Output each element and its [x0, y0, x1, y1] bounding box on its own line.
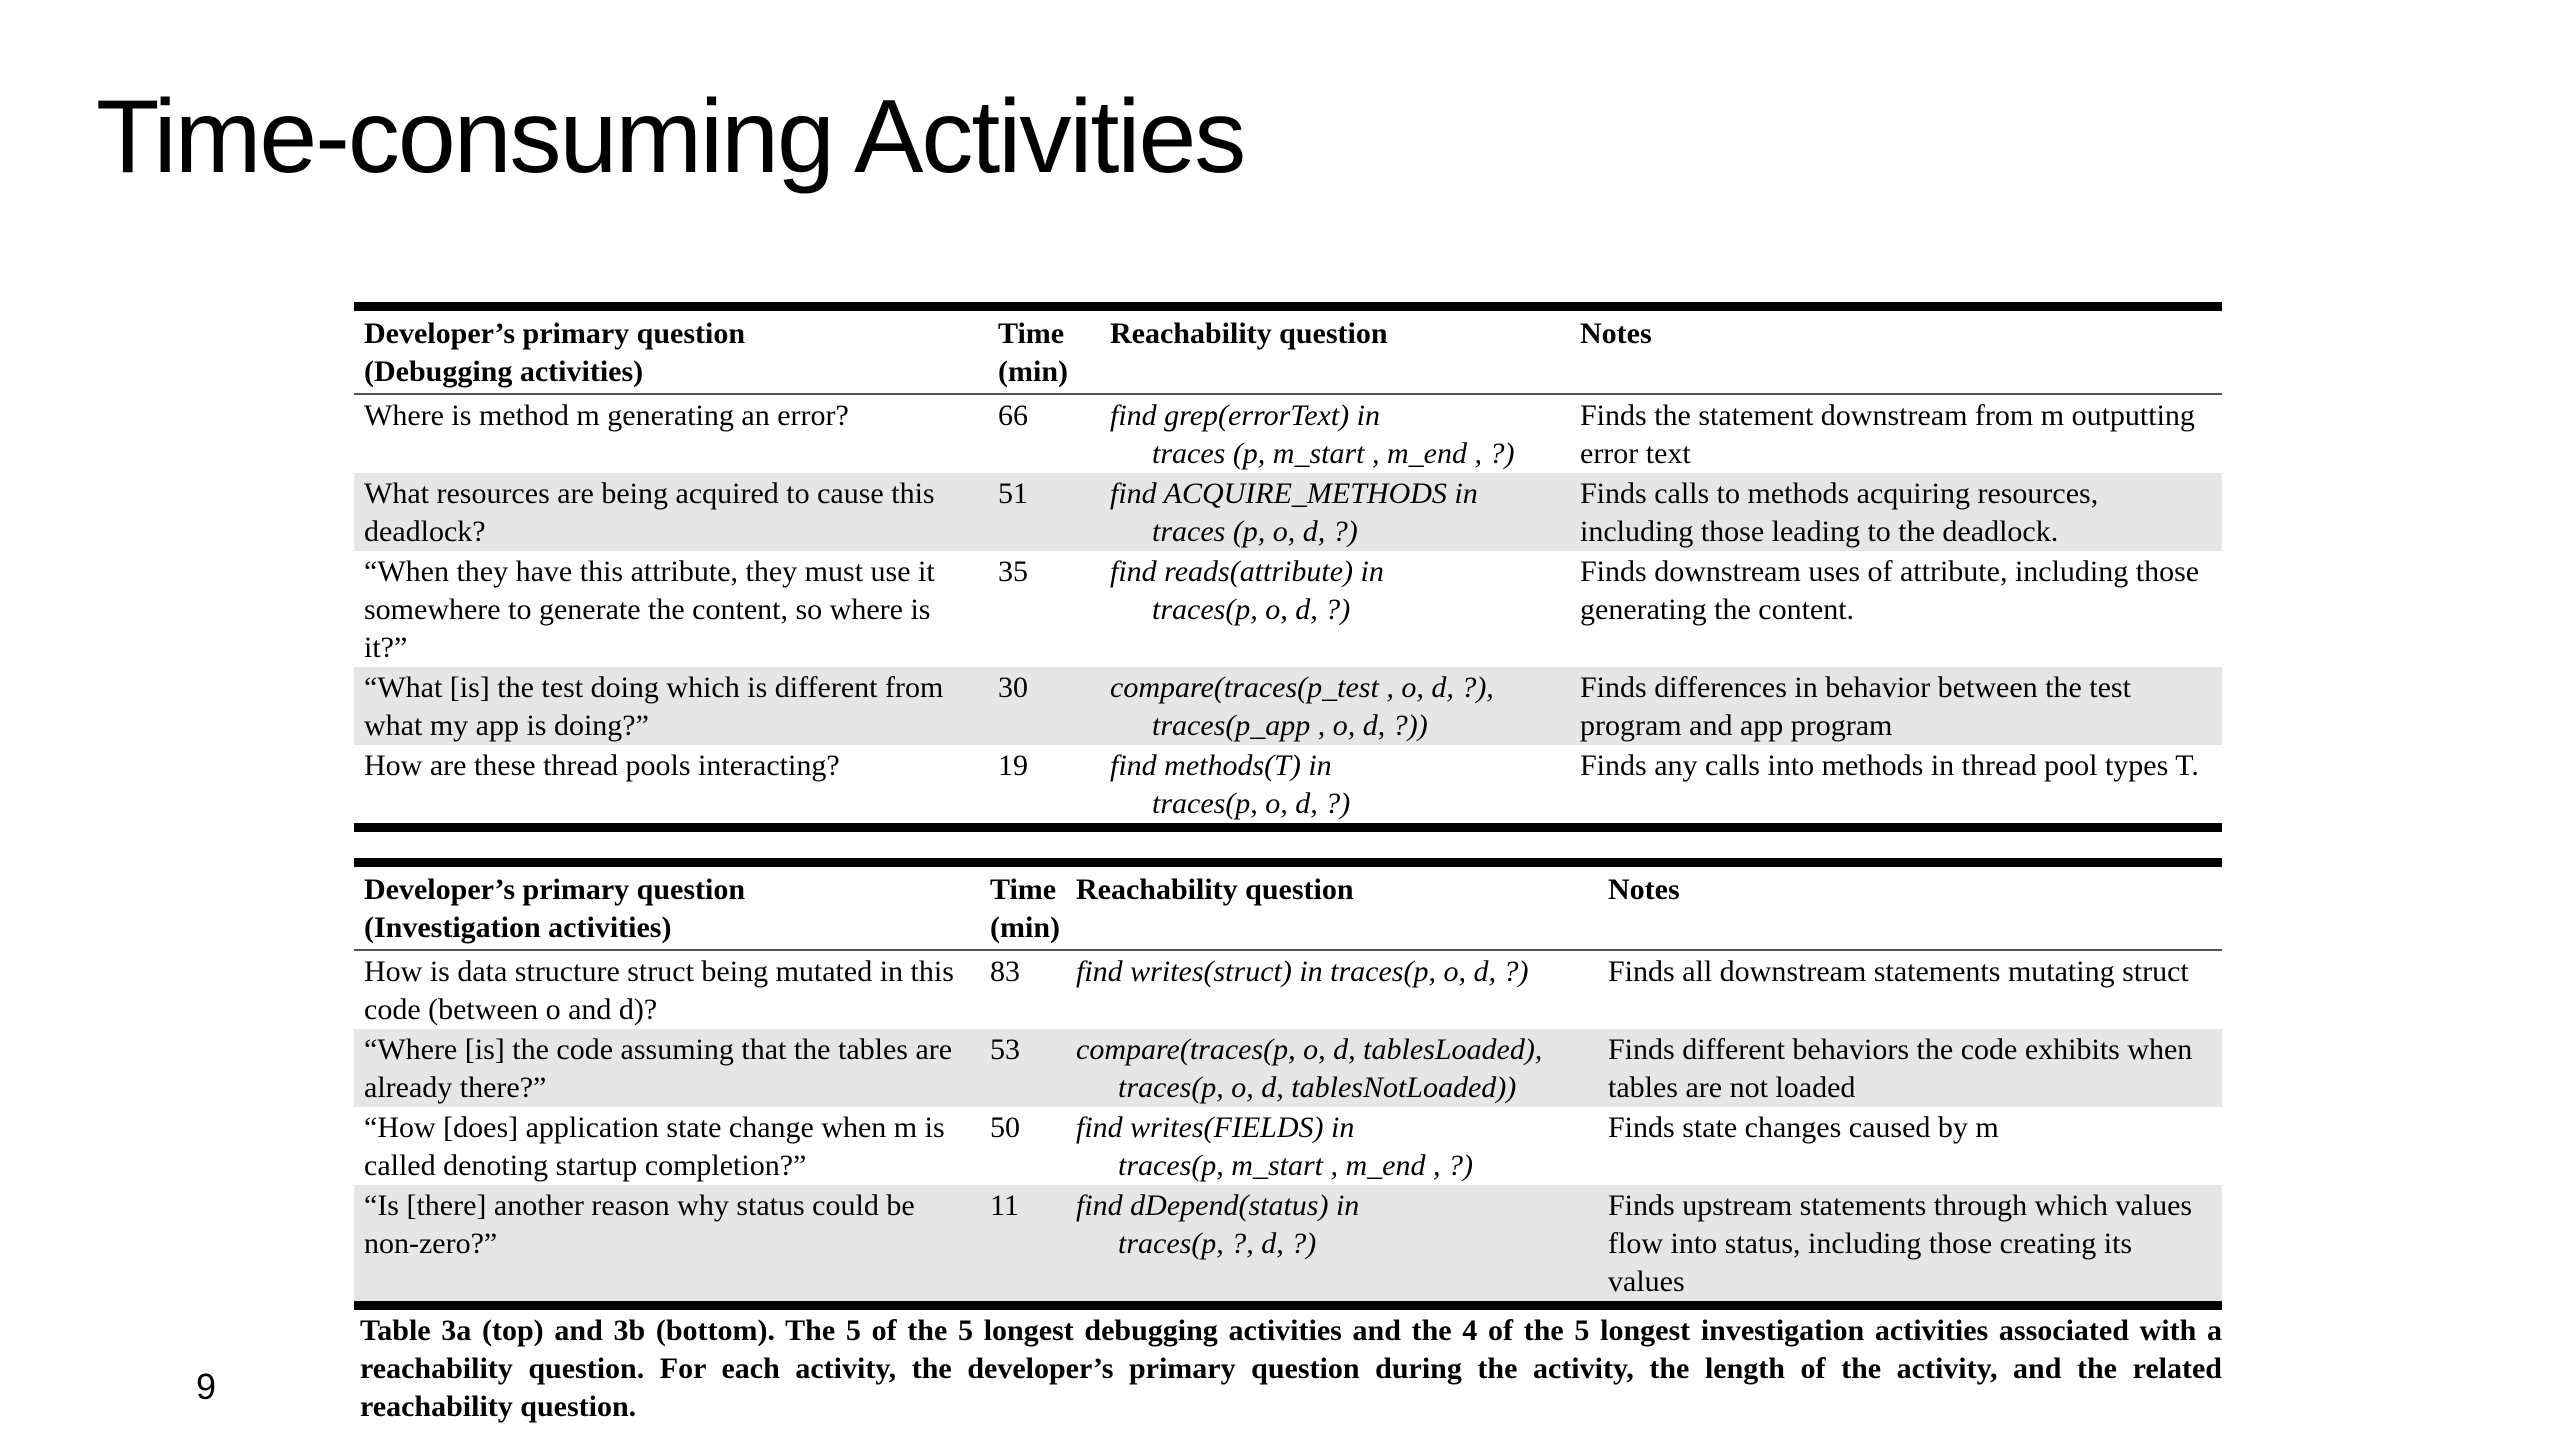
question-cell: How is data structure struct being mutated in this code (between o and d)? [364, 955, 954, 1026]
column-header-question: Developer’s primary question (Investigation activities) [354, 863, 980, 951]
time-cell: 51 [988, 473, 1100, 551]
slide-title: Time-consuming Activities [96, 79, 1245, 195]
table-header-row [354, 307, 2222, 395]
table-header-row [354, 863, 2222, 951]
column-header-reachability: Reachability question [1100, 307, 1570, 395]
question-cell: What resources are being acquired to cause this deadlock? [354, 473, 988, 551]
notes-cell: Finds state changes caused by m [1608, 1111, 1999, 1144]
time-cell: 30 [988, 667, 1100, 745]
time-cell: 35 [998, 555, 1028, 588]
column-header-time: Time (min) [988, 307, 1100, 395]
table-row [354, 394, 2222, 473]
notes-cell: Finds downstream uses of attribute, including those generating the content. [1580, 555, 2200, 626]
reachability-cell: find dDepend(status) in traces(p, ?, d, ?) [1066, 1185, 1598, 1306]
page-number: 9 [196, 1366, 217, 1407]
question-cell: “What [is] the test doing which is different from what my app is doing?” [354, 667, 988, 745]
time-cell: 19 [998, 749, 1028, 782]
question-cell: “Where [is] the code assuming that the tables are already there?” [354, 1029, 980, 1107]
reachability-cell: compare(traces(p, o, d, tablesLoaded), traces(p, o, d, tablesNotLoaded)) [1066, 1029, 1598, 1107]
reachability-cell: find ACQUIRE_METHODS in traces (p, o, d, ?) [1100, 473, 1570, 551]
question-cell: How are these thread pools interacting? [364, 749, 840, 782]
reachability-cell: find writes(FIELDS) in traces(p, m_start , m_end , ?) [1076, 1111, 1473, 1182]
notes-cell: Finds any calls into methods in thread pool types T. [1580, 749, 2199, 782]
table-row [354, 1185, 2222, 1306]
table-figure [354, 302, 2222, 1426]
notes-cell: Finds upstream statements through which values flow into status, including those creating its values [1598, 1185, 2222, 1306]
notes-cell: Finds differences in behavior between the test program and app program [1570, 667, 2222, 745]
reachability-cell: find methods(T) in traces(p, o, d, ?) [1110, 749, 1351, 820]
reachability-cell: find reads(attribute) in traces(p, o, d, ?) [1110, 555, 1384, 626]
table-row [354, 950, 2222, 1029]
table-caption: Table 3a (top) and 3b (bottom). The 5 of the 5 longest debugging activities and the 4 of the 5 longest investigation activities associated with a reachability question. For each activity, the developer’s primary question during the activity, the length of the activity, and the related reachability question. [360, 1314, 2222, 1423]
column-header-question: Developer’s primary question (Debugging activities) [354, 307, 988, 395]
table-row [354, 667, 2222, 745]
column-header-time: Time (min) [980, 863, 1066, 951]
table-row [354, 551, 2222, 667]
notes-cell: Finds the statement downstream from m outputting error text [1580, 399, 2195, 470]
question-cell: “How [does] application state change when m is called denoting startup completion?” [364, 1111, 945, 1182]
debugging-activities-table [354, 302, 2222, 832]
notes-cell: Finds all downstream statements mutating struct [1608, 955, 2189, 988]
time-cell: 66 [998, 399, 1028, 432]
table-row [354, 1029, 2222, 1107]
question-cell: “Is [there] another reason why status could be non-zero?” [354, 1185, 980, 1306]
investigation-activities-table [354, 858, 2222, 1310]
question-cell: Where is method m generating an error? [364, 399, 849, 432]
time-cell: 53 [980, 1029, 1066, 1107]
notes-cell: Finds different behaviors the code exhibits when tables are not loaded [1598, 1029, 2222, 1107]
time-cell: 83 [990, 955, 1020, 988]
table-row [354, 1107, 2222, 1185]
table-row [354, 745, 2222, 828]
time-cell: 11 [980, 1185, 1066, 1306]
column-header-notes: Notes [1598, 863, 2222, 951]
reachability-cell: find grep(errorText) in traces (p, m_start , m_end , ?) [1110, 399, 1515, 470]
reachability-cell: find writes(struct) in traces(p, o, d, ?) [1076, 955, 1529, 988]
reachability-cell: compare(traces(p_test , o, d, ?), traces(p_app , o, d, ?)) [1100, 667, 1570, 745]
column-header-reachability: Reachability question [1066, 863, 1598, 951]
column-header-notes: Notes [1570, 307, 2222, 395]
question-cell: “When they have this attribute, they must use it somewhere to generate the content, so where is it?” [364, 555, 935, 664]
time-cell: 50 [990, 1111, 1020, 1144]
notes-cell: Finds calls to methods acquiring resources, including those leading to the deadlock. [1570, 473, 2222, 551]
table-row [354, 473, 2222, 551]
